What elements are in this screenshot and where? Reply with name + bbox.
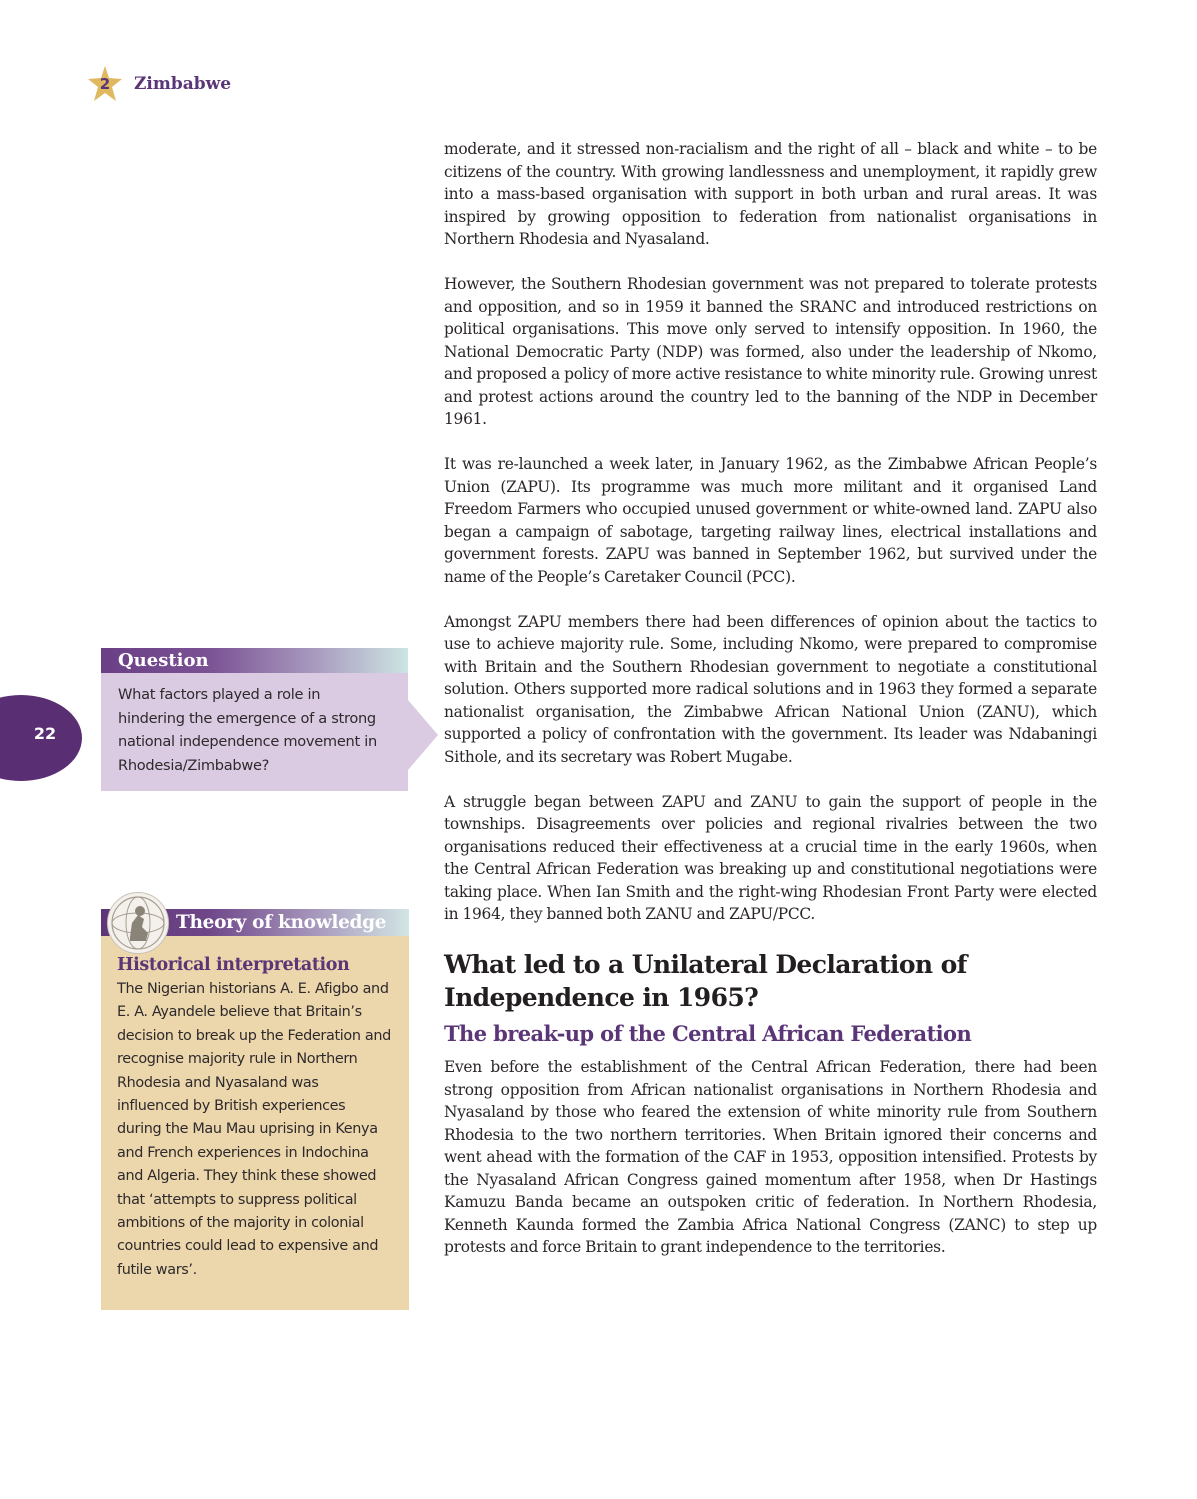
chapter-title: Zimbabwe — [134, 74, 232, 94]
tok-subtitle: Historical interpretation — [117, 955, 350, 975]
page-number: 22 — [33, 724, 57, 743]
question-text: What factors played a role in hindering the emergence of a strong national independence movement in Rhodesia/Zimbabwe? — [118, 686, 377, 774]
star-icon — [88, 65, 126, 103]
thinker-globe-icon — [107, 892, 169, 954]
question-body — [101, 673, 408, 791]
paragraph: A struggle began between ZAPU and ZANU to gain the support of people in the townships. Disagreements over policies and regional rivalries between the two organisations reduced their effectiveness at a crucial time in the early 1960s, when the Central African Federation was breaking up and constitutional negotiations were taking place. When Ian Smith and the right-wing Rhodesian Front Party were elected in 1964, they banned both ZANU and ZAPU/PCC. — [444, 792, 1097, 923]
section-subheading: The break-up of the Central African Federation — [444, 1021, 972, 1046]
paragraph: Even before the establishment of the Central African Federation, there had been strong opposition from African nationalist organisations in Northern Rhodesia and Nyasaland by those who feared the extension of white minority rule from Southern Rhodesia to the two northern territories. When Britain ignored their concerns and went ahead with the formation of the CAF in 1953, opposition intensified. Protests by the Nyasaland African Congress gained momentum after 1958, when Dr Hastings Kamuzu Banda became an outspoken critic of federation. In Northern Rhodesia, Kenneth Kaunda formed the Zambia Africa National Congress (ZANC) to step up protests and force Britain to grant independence to the territories. — [444, 1058, 1097, 1256]
paragraph: It was re-launched a week later, in January 1962, as the Zimbabwe African People’s Union (ZAPU). Its programme was much more militant and it organised Land Freedom Farmers who occupied unused government or white-owned land. ZAPU also began a campaign of sabotage, targeting railway lines, electrical installations and government forests. ZAPU was banned in September 1962, but survived under the name of the People’s Caretaker Council (PCC). — [444, 455, 1097, 586]
tok-body — [101, 936, 409, 1310]
theory-of-knowledge-box — [101, 909, 409, 1310]
chapter-number: 2 — [99, 75, 111, 93]
main-text-column — [444, 138, 1097, 1281]
paragraph: However, the Southern Rhodesian government was not prepared to tolerate protests and opposition, and so in 1959 it banned the SRANC and introduced restrictions on political organisations. This move only served to intensify opposition. In 1960, the National Democratic Party (NDP) was formed, also under the leadership of Nkomo, and proposed a policy of more active resistance to white minority rule. Growing unrest and protest actions around the country led to the banning of the NDP in December 1961. — [444, 275, 1097, 428]
tok-title: Theory of knowledge — [101, 909, 409, 936]
question-title: Question — [101, 648, 408, 673]
section-heading: What led to a Unilateral Declaration of Independence in 1965? — [444, 950, 967, 1012]
tok-text: The Nigerian historians A. E. Afigbo and E. A. Ayandele believe that Britain’s decision to break up the Federation and recognise majority rule in Northern Rhodesia and Nyasaland was influenced by British experiences during the Mau Mau uprising in Kenya and French experiences in Indochina and Algeria. They think these showed that ‘attempts to suppress political ambitions of the majority in colonial countries could lead to expensive and futile wars’. — [117, 981, 391, 1278]
question-box — [101, 648, 408, 791]
paragraph: Amongst ZAPU members there had been differences of opinion about the tactics to use to achieve majority rule. Some, including Nkomo, were prepared to compromise with Britain and the Southern Rhodesian government to negotiate a constitutional solution. Others supported more radical solutions and in 1963 they formed a separate nationalist organisation, the Zimbabwe African National Union (ZANU), which supported a policy of confrontation with the government. Its leader was Ndabaningi Sithole, and its secretary was Robert Mugabe. — [444, 612, 1097, 766]
paragraph: moderate, and it stressed non-racialism and the right of all – black and white – to be citizens of the country. With growing landlessness and unemployment, it rapidly grew into a mass-based organisation with support in both urban and rural areas. It was inspired by growing opposition to federation from nationalist organisations in Northern Rhodesia and Nyasaland. — [444, 140, 1097, 248]
chapter-header — [88, 64, 231, 104]
arrow-pointer-icon — [408, 700, 438, 770]
